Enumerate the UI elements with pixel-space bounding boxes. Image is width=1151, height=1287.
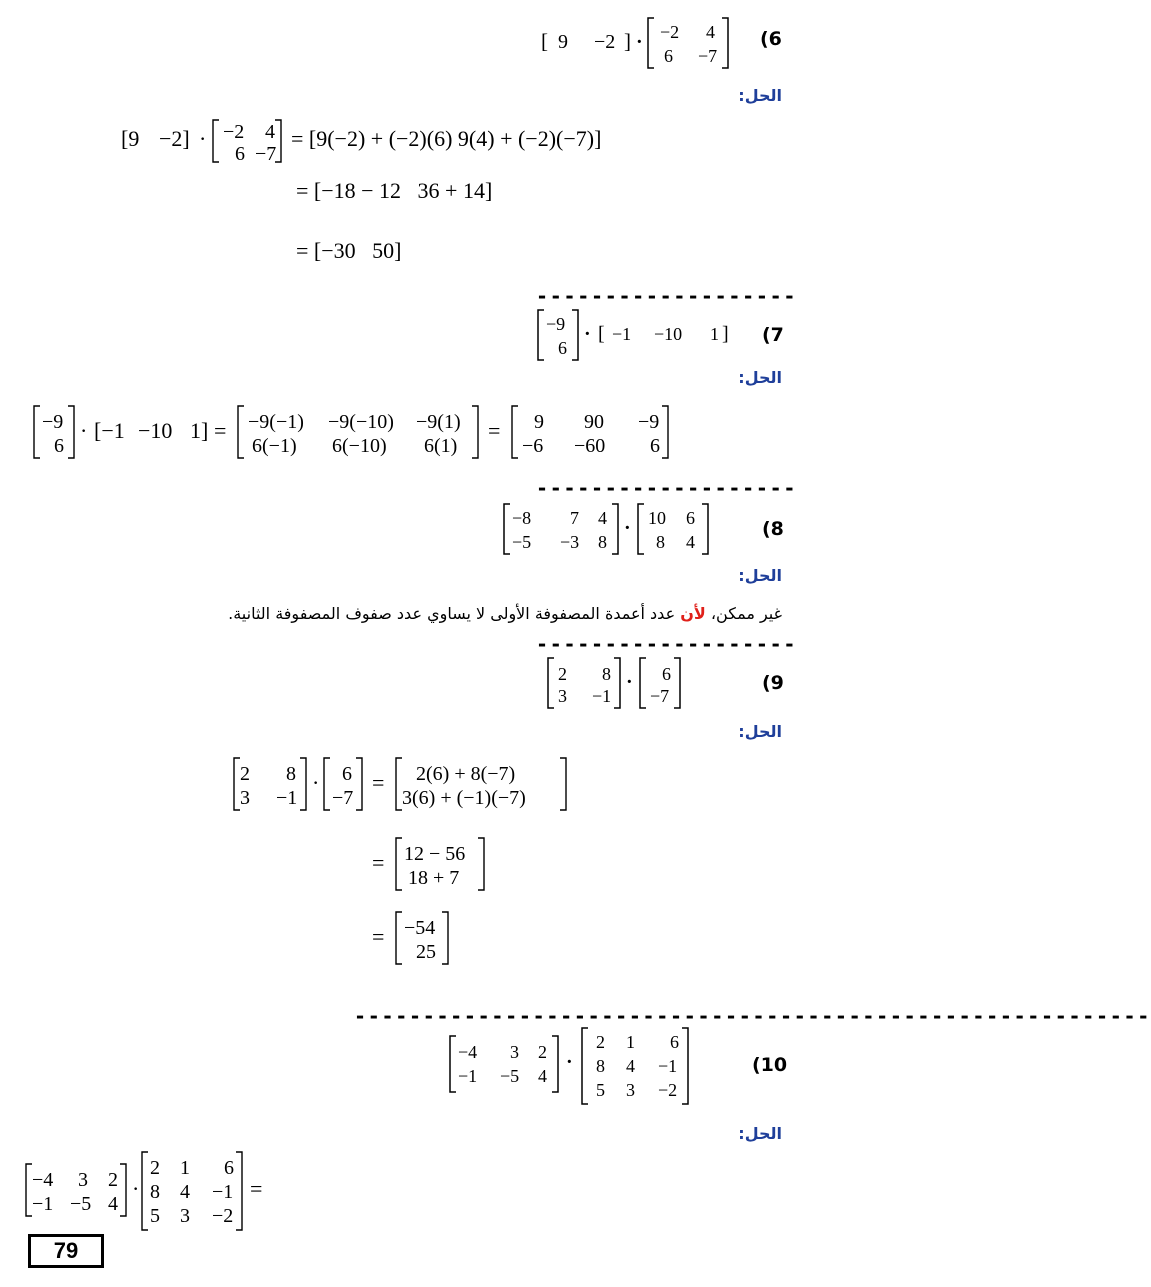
svg-text:−8: −8 <box>512 508 532 528</box>
svg-text:=: = <box>372 850 385 875</box>
svg-text:]: ] <box>624 29 631 53</box>
svg-text:6(−10): 6(−10) <box>332 435 387 457</box>
svg-text:6: 6 <box>342 763 352 785</box>
problem-7-expression <box>530 302 760 368</box>
svg-text:·: · <box>584 323 591 345</box>
svg-text:·: · <box>626 671 633 693</box>
svg-text:=: = <box>488 418 501 443</box>
svg-text:−1: −1 <box>592 686 612 706</box>
svg-text:18 + 7: 18 + 7 <box>408 867 460 889</box>
svg-text:6: 6 <box>558 338 567 358</box>
svg-text:−6: −6 <box>522 435 544 457</box>
svg-text:1: 1 <box>180 1157 190 1179</box>
problem-6-solution-line-1 <box>115 108 695 168</box>
svg-text:·: · <box>636 31 643 53</box>
svg-text:6: 6 <box>662 664 671 684</box>
svg-text:−9(1): −9(1) <box>416 411 461 433</box>
svg-text:2: 2 <box>558 664 567 684</box>
svg-text:3: 3 <box>78 1169 88 1191</box>
problem-9-solution-line-2 <box>366 828 526 900</box>
svg-text:5: 5 <box>596 1080 605 1100</box>
svg-text:−10: −10 <box>138 418 173 443</box>
svg-text:−2: −2 <box>212 1205 234 1227</box>
svg-text:10: 10 <box>648 508 666 528</box>
svg-text:−9(−10): −9(−10) <box>328 411 394 433</box>
problem-8-number: (8 <box>762 518 784 540</box>
problem-7 <box>0 300 800 470</box>
svg-text:6: 6 <box>670 1032 679 1052</box>
svg-text:]: ] <box>722 323 729 345</box>
svg-text:4: 4 <box>180 1181 190 1203</box>
svg-text:= [9(−2) + (−2)(6) 9(4) + (−: = [9(−2) + (−2)(6) 9(4) + (−2)(−7)] <box>291 126 602 151</box>
problem-10-number: (10 <box>752 1054 788 1076</box>
svg-text:8: 8 <box>602 664 611 684</box>
svg-text:−10: −10 <box>654 324 683 344</box>
svg-text:2: 2 <box>538 1042 547 1062</box>
svg-text:[9: [9 <box>121 126 140 151</box>
svg-text:−7: −7 <box>650 686 670 706</box>
separator-1: ------------------- <box>536 284 798 308</box>
svg-text:3: 3 <box>240 787 250 809</box>
svg-text:3(6) + (−1)(−7): 3(6) + (−1)(−7) <box>402 787 526 809</box>
svg-text:−5: −5 <box>70 1193 92 1215</box>
svg-text:−1: −1 <box>276 787 298 809</box>
svg-text:4: 4 <box>598 508 607 528</box>
svg-text:−2: −2 <box>660 22 680 42</box>
svg-text:2: 2 <box>150 1157 160 1179</box>
svg-text:·: · <box>566 1051 573 1073</box>
svg-text:−2: −2 <box>594 31 616 53</box>
svg-text:3: 3 <box>180 1205 190 1227</box>
svg-text:6: 6 <box>54 435 64 457</box>
problem-6 <box>0 0 800 270</box>
svg-text:−4: −4 <box>458 1042 478 1062</box>
problem-8-solution-label: الحل: <box>738 566 782 585</box>
svg-text:1]: 1] <box>190 418 209 443</box>
svg-text:−60: −60 <box>574 435 606 457</box>
svg-text:2(6) + 8(−7): 2(6) + 8(−7) <box>416 763 516 785</box>
problem-6-expression <box>536 10 756 74</box>
problem-7-solution-line-1 <box>28 394 758 470</box>
svg-text:·: · <box>624 517 631 539</box>
svg-text:=: = <box>372 770 385 795</box>
svg-text:−9(−1): −9(−1) <box>248 411 304 433</box>
svg-text:2: 2 <box>108 1169 118 1191</box>
separator-2: ------------------- <box>536 476 798 500</box>
svg-text:−1: −1 <box>458 1066 478 1086</box>
svg-text:3: 3 <box>558 686 567 706</box>
problem-9-solution-line-3 <box>366 902 486 974</box>
svg-text:2: 2 <box>240 763 250 785</box>
svg-text:−3: −3 <box>560 532 580 552</box>
svg-text:·: · <box>199 126 207 151</box>
svg-text:−9: −9 <box>42 411 64 433</box>
svg-text:6(−1): 6(−1) <box>252 435 297 457</box>
problem-10-solution-line-1 <box>18 1146 318 1242</box>
problem-8-expression <box>496 496 766 562</box>
problem-7-number: (7 <box>762 324 784 346</box>
svg-text:3: 3 <box>510 1042 519 1062</box>
svg-text:−1: −1 <box>32 1193 54 1215</box>
svg-text:−5: −5 <box>500 1066 520 1086</box>
svg-text:5: 5 <box>150 1205 160 1227</box>
p6-a1: 9 <box>558 31 568 53</box>
problem-7-solution-label: الحل: <box>738 368 782 387</box>
svg-text:8: 8 <box>596 1056 605 1076</box>
answer-text-end: عدد أعمدة المصفوفة الأولى لا يساوي عدد صفوف المصفوفة الثانية. <box>228 604 681 623</box>
problem-9 <box>0 652 800 992</box>
svg-text:25: 25 <box>416 941 436 963</box>
svg-text:4: 4 <box>686 532 695 552</box>
svg-text:−4: −4 <box>32 1169 54 1191</box>
svg-text:6: 6 <box>650 435 660 457</box>
svg-text:·: · <box>132 1176 140 1201</box>
problem-10 <box>0 1024 800 1227</box>
problem-9-solution-label: الحل: <box>738 722 782 741</box>
svg-text:−2]: −2] <box>159 126 190 151</box>
problem-10-solution-label: الحل: <box>738 1124 782 1143</box>
svg-text:1: 1 <box>710 324 719 344</box>
svg-text:−54: −54 <box>404 917 436 939</box>
problem-8 <box>0 494 800 623</box>
problem-9-solution-line-1 <box>224 748 624 820</box>
page-number: 79 <box>28 1234 104 1268</box>
svg-text:6(1): 6(1) <box>424 435 458 457</box>
svg-text:[−1: [−1 <box>94 418 125 443</box>
svg-text:4: 4 <box>108 1193 118 1215</box>
svg-text:4: 4 <box>706 22 715 42</box>
svg-text:−5: −5 <box>512 532 532 552</box>
problem-6-solution-line-2: = [−18 − 12 36 + 14] <box>296 178 493 203</box>
svg-text:8: 8 <box>656 532 665 552</box>
svg-text:8: 8 <box>598 532 607 552</box>
svg-text:=: = <box>214 418 227 443</box>
svg-text:−7: −7 <box>255 143 277 165</box>
svg-text:8: 8 <box>286 763 296 785</box>
svg-text:−1: −1 <box>658 1056 678 1076</box>
svg-text:1: 1 <box>626 1032 635 1052</box>
svg-text:·: · <box>80 418 88 443</box>
svg-text:12 − 56: 12 − 56 <box>404 843 466 865</box>
problem-6-number: (6 <box>760 28 782 50</box>
answer-text-start: غير ممكن، <box>705 604 782 623</box>
answer-red-word: لأن <box>680 604 706 623</box>
svg-text:=: = <box>372 924 385 949</box>
problem-9-number: (9 <box>762 672 784 694</box>
svg-text:[: [ <box>541 29 548 53</box>
svg-text:−2: −2 <box>223 121 245 143</box>
svg-text:−2: −2 <box>658 1080 678 1100</box>
svg-text:[: [ <box>598 323 605 345</box>
separator-4: ---------------------------------------------------------- <box>354 1004 1151 1028</box>
problem-6-solution-line-3: = [−30 50] <box>296 238 402 263</box>
svg-text:9: 9 <box>534 411 544 433</box>
svg-text:6: 6 <box>224 1157 234 1179</box>
problem-10-expression <box>442 1024 742 1108</box>
svg-text:4: 4 <box>538 1066 547 1086</box>
separator-3: ------------------- <box>536 632 798 656</box>
svg-text:−7: −7 <box>332 787 354 809</box>
svg-text:−1: −1 <box>612 324 632 344</box>
svg-text:4: 4 <box>265 121 275 143</box>
svg-text:7: 7 <box>570 508 579 528</box>
svg-text:6: 6 <box>235 143 245 165</box>
problem-6-solution-label: الحل: <box>738 86 782 105</box>
svg-text:=: = <box>250 1176 263 1201</box>
svg-text:−7: −7 <box>698 46 718 66</box>
svg-text:8: 8 <box>150 1181 160 1203</box>
svg-text:4: 4 <box>626 1056 635 1076</box>
svg-text:90: 90 <box>584 411 604 433</box>
svg-text:6: 6 <box>686 508 695 528</box>
svg-text:3: 3 <box>626 1080 635 1100</box>
svg-text:6: 6 <box>664 46 673 66</box>
svg-text:−9: −9 <box>546 314 566 334</box>
svg-text:−9: −9 <box>638 411 660 433</box>
problem-8-answer <box>228 604 782 623</box>
problem-9-expression <box>540 652 720 716</box>
svg-text:2: 2 <box>596 1032 605 1052</box>
svg-text:−1: −1 <box>212 1181 234 1203</box>
svg-text:·: · <box>312 770 320 795</box>
